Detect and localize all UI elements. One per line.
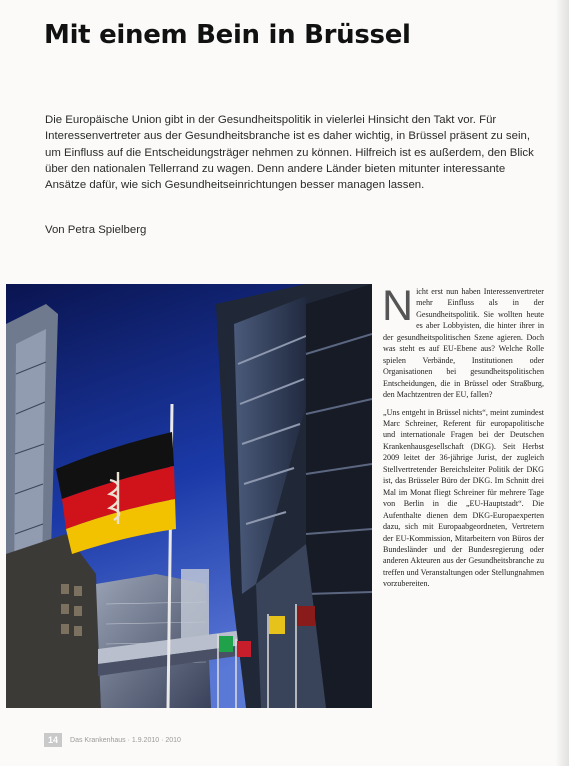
drop-cap: N <box>382 282 414 330</box>
page-edge-shadow <box>555 0 569 766</box>
photo-illustration <box>6 284 372 708</box>
article-body <box>382 282 544 596</box>
article-title: Mit einem Bein in Brüssel <box>44 20 411 50</box>
body-paragraph-2: „Uns entgeht in Brüssel nichts“, meint zumindest Marc Schreiner, Referent für europapolitische und internationale Fragen bei der Deutschen Krankenhausgesellschaft (DKG). Seit Herbst 2009 leitet der 36-jährige Jurist, der zugleich Stellvertretender Bereichsleiter Politik der DKG ist, das Brüsseler Büro der DKG. Im Schnitt drei Mal im Monat fliegt Schreiner für mehrere Tage von Berlin in die „EU-Hauptstadt“. Die Aufenthalte dienen dem DKG-Europaexperten dazu, sich mit Europaabgeordneten, Vertretern der EU-Kommission, Mitarbeitern von Büros der Bundesländer und der Bundesregierung oder anderen Akteuren aus der Gesundheitsbranche zu treffen und Veranstaltungen oder Stellungnahmen vorzubereiten. <box>383 407 544 589</box>
publication-line: Das Krankenhaus · 1.9.2010 · 2010 <box>70 736 181 744</box>
page-footer <box>44 733 181 747</box>
article-byline: Von Petra Spielberg <box>45 224 147 236</box>
body-paragraph-1: Nicht erst nun haben Interessenvertreter mehr Einfluss als in der Gesundheitspolitik. Sie wollten heute es aber Lobbyisten, die hinter ihrer in der gesundheitspolitischen Szene agieren. Doch was steht es auf EU-Ebene aus? Welche Rolle spielen Verbände, Institutionen oder Organisationen bei gesundheitspolitischen Entscheidungen, die in Brüssel oder Straßburg, den Machtzentren der EU, fallen? <box>382 282 544 400</box>
article-lead: Die Europäische Union gibt in der Gesundheitspolitik in vielerlei Hinsicht den Takt vor. Für Interessenvertreter aus der Gesundheitsbranche ist es daher wichtig, in Brüssel präsent zu sein, um Einfluss auf die Entscheidungsträger nehmen zu können. Hilfreich ist es außerdem, den Blick über den nationalen Tellerrand zu wagen. Denn andere Länder bieten mitunter interessante Ansätze dafür, wie sich Gesundheitseinrichtungen besser managen lassen. <box>45 114 534 192</box>
article-photo <box>6 284 372 708</box>
page-number: 14 <box>44 733 62 747</box>
